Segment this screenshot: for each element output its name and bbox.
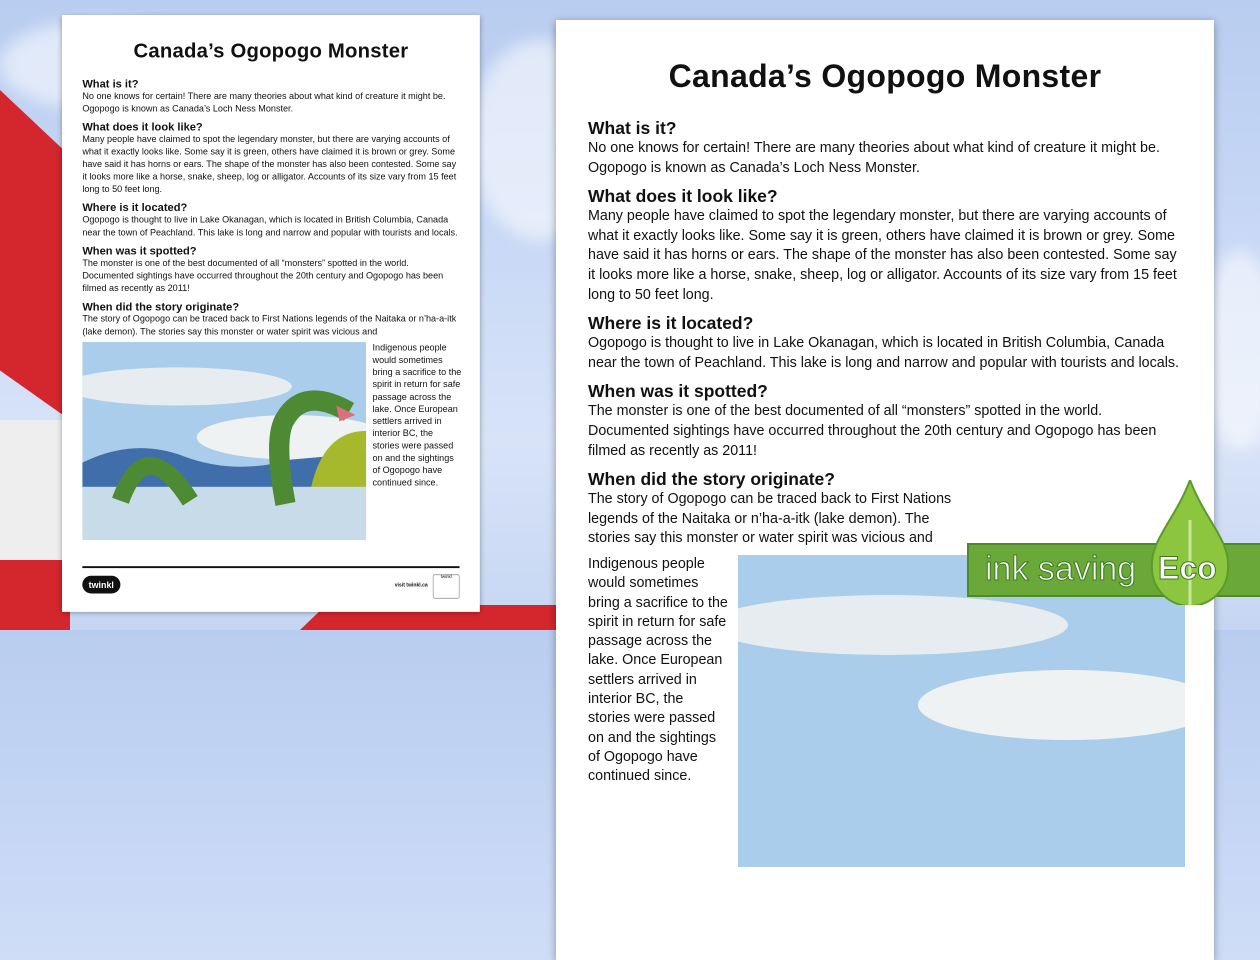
section-what-is-it [588, 117, 1182, 178]
section-heading: When did the story originate? [82, 300, 240, 313]
ogopogo-illustration [738, 555, 1185, 867]
page-title: Canada’s Ogopogo Monster [133, 39, 409, 62]
section-look [588, 185, 1182, 305]
canada-flag [0, 90, 70, 420]
visit-link-text: visit twinkl.ca [394, 582, 428, 588]
section-heading: When was it spotted? [588, 381, 768, 402]
section-body: No one knows for certain! There are many theories about what kind of creature it might be. Ogopogo is known as Canada’s Loch Ness Monster. [588, 140, 1160, 176]
section-heading: What is it? [82, 77, 139, 90]
section-location [588, 312, 1182, 373]
checked-badge: twinkl [433, 574, 460, 598]
section-heading: When did the story originate? [588, 469, 835, 490]
section-origin [588, 468, 958, 867]
leaf-icon [1150, 480, 1230, 605]
section-location [82, 201, 459, 240]
section-body: Ogopogo is thought to live in Lake Okanagan, which is located in British Columbia, Canada near the town of Peachland. This lake is long and narrow and popular with tourists and locals. [82, 215, 458, 238]
section-body: Many people have claimed to spot the legendary monster, but there are varying accounts of what it exactly looks like. Some say it is green, others have claimed it is brown or grey. Some have said it has horns or ears. The shape of the monster has also been contested. Some say it looks more like a horse, snake, sheep, log or alligator. Accounts of its size vary from 15 feet long to 50 feet long. [82, 134, 457, 195]
ogopogo-illustration [82, 342, 366, 540]
eco-label: Eco [1158, 550, 1217, 586]
section-body: The story of Ogopogo can be traced back to First Nations legends of the Naitaka or n’ha-a-itk (lake demon). The stories say this monster or water spirit was vicious and [82, 314, 457, 337]
side-text: Indigenous people would sometimes bring a sacrifice to the spirit in return for safe passage across the lake. Once European settlers arrived in interior BC, the stories were passed on and the sightings of Ogopogo have continued since. [372, 342, 462, 488]
side-text: Indigenous people would sometimes bring a sacrifice to the spirit in return for safe passage across the lake. Once European settlers arrived in interior BC, the stories were passed on and the sightings of Ogopogo have continued since. [588, 555, 728, 785]
worksheet-preview-large [556, 20, 1214, 960]
section-heading: Where is it located? [588, 313, 754, 334]
section-heading: Where is it located? [82, 201, 188, 214]
section-heading: What does it look like? [82, 120, 203, 134]
section-body: The monster is one of the best documented of all “monsters” spotted in the world. Documented sightings have occurred throughout the 20th century and Ogopogo has been filmed as recently as 2011! [588, 403, 1157, 459]
canada-flag-red [0, 560, 70, 630]
section-origin [82, 300, 462, 541]
section-heading: What is it? [588, 118, 677, 138]
section-body: Many people have claimed to spot the legendary monster, but there are varying accounts of what it exactly looks like. Some say it is green, others have claimed it is brown or grey. Some have said it has horns or ears. The shape of the monster has also been contested. Some say it looks more like a horse, snake, sheep, log or alligator. Accounts of its size vary from 15 feet long to 50 feet long. [588, 208, 1177, 303]
worksheet-preview-small [62, 15, 480, 612]
section-body: The story of Ogopogo can be traced back to First Nations legends of the Naitaka or n’ha-a-itk (lake demon). The stories say this monster or water spirit was vicious and [588, 491, 952, 547]
section-body: No one knows for certain! There are many theories about what kind of creature it might be. Ogopogo is known as Canada’s Loch Ness Monster. [82, 91, 446, 114]
section-what-is-it [82, 77, 459, 116]
section-heading: When was it spotted? [82, 244, 197, 258]
section-spotted [588, 380, 1182, 461]
twinkl-logo: twinkl [82, 576, 120, 594]
page-title: Canada’s Ogopogo Monster [668, 58, 1102, 94]
section-heading: What does it look like? [588, 186, 778, 207]
page-footer [82, 566, 459, 606]
section-look [82, 120, 459, 196]
section-spotted [82, 244, 459, 295]
eco-banner-text: ink saving [985, 550, 1137, 588]
section-body: The monster is one of the best documented of all “monsters” spotted in the world. Documented sightings have occurred throughout the 20th century and Ogopogo has been filmed as recently as 2011! [82, 258, 444, 294]
section-body: Ogopogo is thought to live in Lake Okanagan, which is located in British Columbia, Canada near the town of Peachland. This lake is long and narrow and popular with tourists and locals. [588, 335, 1180, 371]
